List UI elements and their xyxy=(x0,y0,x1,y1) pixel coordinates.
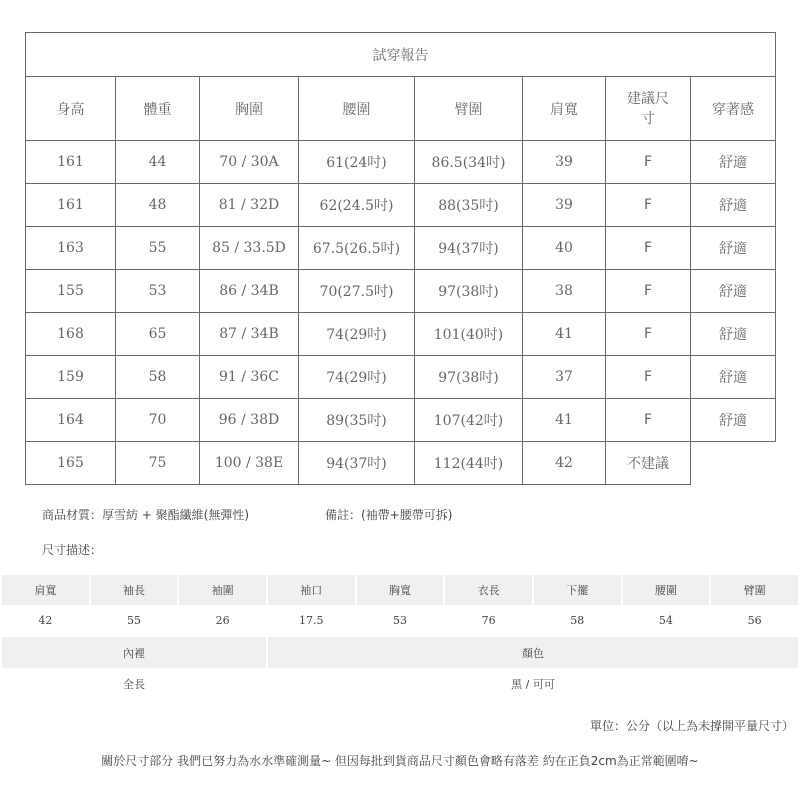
report-cell: 55 xyxy=(116,227,200,270)
report-cell: 163 xyxy=(26,227,116,270)
report-cell: 70 / 30A xyxy=(200,141,299,184)
report-cell: 53 xyxy=(116,270,200,313)
report-cell: 舒適 xyxy=(691,184,776,227)
report-cell: 100 / 38E xyxy=(200,442,299,485)
report-cell: 155 xyxy=(26,270,116,313)
report-cell: 舒適 xyxy=(691,399,776,442)
report-cell: 舒適 xyxy=(691,141,776,184)
lining-value: 全長 xyxy=(123,677,145,691)
report-cell: 74(29吋) xyxy=(299,313,415,356)
lining-color-table xyxy=(0,637,800,699)
report-row xyxy=(26,227,776,270)
report-cell: 42 xyxy=(523,442,606,485)
report-cell: F xyxy=(606,356,691,399)
report-cell: 86 / 34B xyxy=(200,270,299,313)
report-cell: 40 xyxy=(523,227,606,270)
header-arm: 臂圍 xyxy=(415,77,523,141)
report-cell: 37 xyxy=(523,356,606,399)
lining-label: 內裡 xyxy=(2,637,266,668)
size-value: 58 xyxy=(570,613,585,627)
report-cell: 不建議 xyxy=(606,442,691,485)
report-row xyxy=(26,399,776,442)
size-header: 袖圍 xyxy=(179,575,266,605)
report-cell: F xyxy=(606,184,691,227)
size-header: 下擺 xyxy=(534,575,621,605)
remark-note: 備註：(袖帶+腰帶可拆) xyxy=(325,508,453,522)
size-header: 肩寬 xyxy=(2,575,89,605)
report-header-row xyxy=(26,77,776,141)
report-cell: 舒適 xyxy=(691,356,776,399)
size-header: 胸寬 xyxy=(357,575,444,605)
lining-color-value-row xyxy=(2,668,798,699)
report-cell: 44 xyxy=(116,141,200,184)
report-cell: 39 xyxy=(523,184,606,227)
size-value: 17.5 xyxy=(299,613,324,627)
size-value: 26 xyxy=(215,613,230,627)
report-cell: 65 xyxy=(116,313,200,356)
report-cell: F xyxy=(606,270,691,313)
size-table xyxy=(0,575,800,635)
report-cell: 39 xyxy=(523,141,606,184)
header-suggested-size-label: 建議尺寸 xyxy=(627,90,669,127)
report-cell: 91 / 36C xyxy=(200,356,299,399)
report-cell xyxy=(691,442,776,485)
report-cell: 48 xyxy=(116,184,200,227)
header-weight: 體重 xyxy=(116,77,200,141)
report-cell: 94(37吋) xyxy=(415,227,523,270)
header-bust: 胸圍 xyxy=(200,77,299,141)
size-value: 76 xyxy=(481,613,496,627)
report-cell: 75 xyxy=(116,442,200,485)
report-cell: 86.5(34吋) xyxy=(415,141,523,184)
size-value: 56 xyxy=(747,613,762,627)
report-cell: 168 xyxy=(26,313,116,356)
report-row xyxy=(26,184,776,227)
report-cell: 88(35吋) xyxy=(415,184,523,227)
report-cell: 62(24.5吋) xyxy=(299,184,415,227)
report-row xyxy=(26,141,776,184)
report-row xyxy=(26,442,776,485)
report-cell: 159 xyxy=(26,356,116,399)
report-cell: 107(42吋) xyxy=(415,399,523,442)
try-on-report-table xyxy=(25,32,776,485)
report-cell: 87 / 34B xyxy=(200,313,299,356)
report-cell: F xyxy=(606,227,691,270)
report-cell: 112(44吋) xyxy=(415,442,523,485)
lining-color-header-row xyxy=(2,637,798,668)
report-cell: 96 / 38D xyxy=(200,399,299,442)
report-cell: 67.5(26.5吋) xyxy=(299,227,415,270)
size-value-row xyxy=(2,605,798,635)
report-cell: 94(37吋) xyxy=(299,442,415,485)
footer-note: 關於尺寸部分 我們已努力為水水準確測量~ 但因每批到貨商品尺寸顏色會略有落差 約在正負2cm為正常範圍唷~ xyxy=(101,754,699,768)
size-value: 53 xyxy=(392,613,407,627)
report-cell: 38 xyxy=(523,270,606,313)
size-header: 袖長 xyxy=(91,575,178,605)
report-cell: 161 xyxy=(26,184,116,227)
color-value: 黑 / 可可 xyxy=(511,677,555,691)
report-cell: 舒適 xyxy=(691,313,776,356)
header-shoulder: 肩寬 xyxy=(523,77,606,141)
color-label: 顏色 xyxy=(268,637,798,668)
report-cell: 74(29吋) xyxy=(299,356,415,399)
header-fit: 穿著感 xyxy=(691,77,776,141)
size-header: 臂圍 xyxy=(711,575,798,605)
header-height: 身高 xyxy=(26,77,116,141)
report-cell: F xyxy=(606,399,691,442)
report-cell: 165 xyxy=(26,442,116,485)
size-description-label: 尺寸描述： xyxy=(42,543,103,557)
report-cell: 61(24吋) xyxy=(299,141,415,184)
report-cell: 97(38吋) xyxy=(415,270,523,313)
report-cell: 164 xyxy=(26,399,116,442)
report-cell: 70 xyxy=(116,399,200,442)
report-cell: 81 / 32D xyxy=(200,184,299,227)
report-cell: 舒適 xyxy=(691,270,776,313)
report-cell: F xyxy=(606,141,691,184)
report-cell: 58 xyxy=(116,356,200,399)
material-note: 商品材質：厚雪紡 + 聚酯纖維(無彈性) xyxy=(42,508,250,522)
report-cell: 舒適 xyxy=(691,227,776,270)
size-header-row xyxy=(2,575,798,605)
report-cell: 89(35吋) xyxy=(299,399,415,442)
header-waist: 腰圍 xyxy=(299,77,415,141)
size-header: 腰圍 xyxy=(623,575,710,605)
size-header: 衣長 xyxy=(445,575,532,605)
report-row xyxy=(26,356,776,399)
size-value: 55 xyxy=(126,613,141,627)
report-cell: 101(40吋) xyxy=(415,313,523,356)
report-cell: 85 / 33.5D xyxy=(200,227,299,270)
header-suggested-size xyxy=(606,77,691,141)
size-header: 袖口 xyxy=(268,575,355,605)
size-value: 54 xyxy=(658,613,673,627)
report-cell: 161 xyxy=(26,141,116,184)
report-body xyxy=(26,141,776,485)
report-cell: F xyxy=(606,313,691,356)
report-cell: 41 xyxy=(523,399,606,442)
report-title: 試穿報告 xyxy=(26,33,776,77)
report-row xyxy=(26,270,776,313)
report-cell: 70(27.5吋) xyxy=(299,270,415,313)
report-cell: 41 xyxy=(523,313,606,356)
report-cell: 97(38吋) xyxy=(415,356,523,399)
report-row xyxy=(26,313,776,356)
size-value: 42 xyxy=(38,613,53,627)
unit-note: 單位：公分（以上為未撐開平量尺寸） xyxy=(589,719,794,733)
